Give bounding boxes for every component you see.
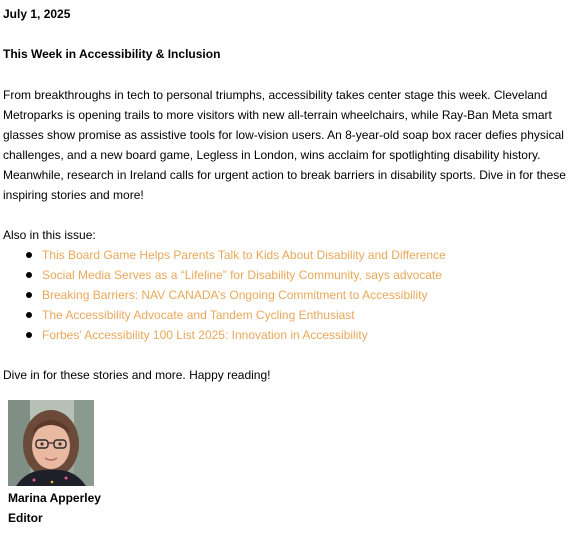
article-link-nav-canada[interactable]: Breaking Barriers: NAV CANADA’s Ongoing Commitment to Accessibility [42, 288, 428, 302]
list-item [3, 265, 578, 285]
list-item [3, 305, 578, 325]
bullet-icon [26, 312, 32, 318]
article-link-tandem-cycling[interactable]: The Accessibility Advocate and Tandem Cycling Enthusiast [42, 308, 355, 322]
newsletter-title: This Week in Accessibility & Inclusion [3, 47, 221, 61]
also-in-issue-label: Also in this issue: [3, 228, 96, 242]
issue-links-list [3, 245, 578, 345]
bullet-icon [26, 292, 32, 298]
bullet-icon [26, 252, 32, 258]
bullet-icon [26, 272, 32, 278]
author-name: Marina Apperley [8, 491, 101, 505]
closing-line: Dive in for these stories and more. Happy reading! [3, 368, 271, 382]
author-role: Editor [8, 511, 43, 525]
newsletter [3, 6, 578, 528]
list-item [3, 245, 578, 265]
article-link-board-game[interactable]: This Board Game Helps Parents Talk to Kids About Disability and Difference [42, 248, 446, 262]
intro-paragraph: From breakthroughs in tech to personal triumphs, accessibility takes center stage this week. Cleveland Metroparks is opening trails to more visitors with new all-terrain wheelchairs, while Ray-Ban Meta smart glasses show promise as assistive tools for low-vision users. An 8-year-old soap box racer defies physical challenges, and a new board game, Legless in London, wins acclaim for spotlighting disability history. Meanwhile, research in Ireland calls for urgent action to break barriers in disability sports. Dive in for these inspiring stories and more! [3, 88, 566, 202]
article-link-forbes-100[interactable]: Forbes’ Accessibility 100 List 2025: Innovation in Accessibility [42, 328, 368, 342]
list-item [3, 325, 578, 345]
list-item [3, 285, 578, 305]
author-photo [8, 400, 94, 486]
article-link-social-media[interactable]: Social Media Serves as a “Lifeline” for Disability Community, says advocate [42, 268, 442, 282]
issue-date: July 1, 2025 [3, 7, 71, 21]
bullet-icon [26, 332, 32, 338]
